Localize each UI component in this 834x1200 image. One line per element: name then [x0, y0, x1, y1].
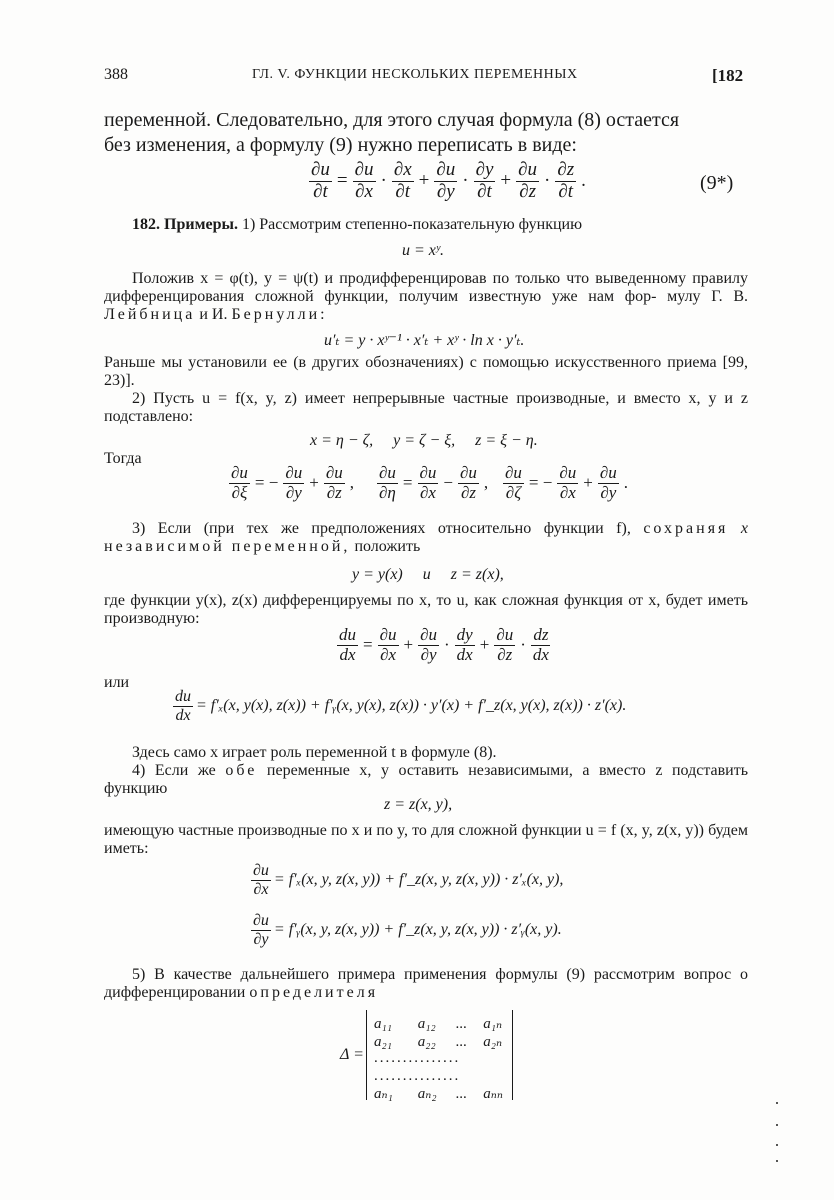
- determinant-dots-2: ...............: [374, 1068, 461, 1084]
- cell-an2: aₙ₂: [417, 1086, 437, 1102]
- paragraph-2-formula-ref: мулу Г. В.: [667, 288, 749, 305]
- paragraph-10-text: 5) В качестве дальнейшего примера применения формулы (9) рассмотрим вопрос о дифференцировании: [104, 966, 748, 1001]
- paragraph-5-independent: независимой переменной,: [104, 538, 351, 555]
- paragraph-5-end: положить: [354, 538, 421, 555]
- equation-d-xi: $\frac{\partial u}{\partial\xi}$ = − $\frac{\partial u}{\partial y}$ + $\frac{\partial u}{\partial z}$ ,: [231, 463, 354, 502]
- paragraph-5-x: x: [740, 520, 749, 537]
- equation-full-rhs: = f′ₓ(x, y(x), z(x)) + f′ᵧ(x, y(x), z(x)) · y′(x) + f′_z(x, y(x), z(x)) · z′(x).: [196, 697, 627, 715]
- scan-mark: [776, 1144, 778, 1146]
- equation-d-eta: $\frac{\partial u}{\partial\eta}$ = $\frac{\partial u}{\partial x}$ − $\frac{\partial u}{\partial z}$ ,: [379, 463, 489, 502]
- paragraph-8: [104, 762, 748, 798]
- paragraph-10-determinant: определителя: [249, 984, 379, 1001]
- cell-a12: a₁₂: [417, 1016, 436, 1032]
- paragraph-10: [104, 966, 748, 1002]
- paragraph-5: [104, 520, 748, 556]
- equation-du-dy-rhs: = f′ᵧ(x, y, z(x, y)) + f′_z(x, y, z(x, y)) · z′ᵧ(x, y).: [273, 921, 562, 939]
- paragraph-4: 2) Пусть u = f(x, y, z) имеет непрерывные частные производные, и вместо x, y и z подставлено:: [104, 390, 748, 425]
- cell-a11: a₁₁: [374, 1016, 392, 1032]
- cell-dots-n: ...: [455, 1086, 467, 1102]
- cell-ann: aₙₙ: [483, 1086, 503, 1102]
- scan-mark: [776, 1102, 778, 1104]
- determinant-row-n: [374, 1084, 503, 1103]
- section-ref: [182: [712, 66, 744, 85]
- leibniz-name: Лейбница: [104, 306, 196, 323]
- section-title: 182. Примеры.: [132, 216, 238, 233]
- scan-mark: [776, 1124, 778, 1126]
- paragraph-2: [104, 270, 748, 324]
- cell-a22: a₂₂: [417, 1034, 436, 1050]
- cell-a2n: a₂ₙ: [483, 1034, 503, 1050]
- paragraph-9: имеющую частные производные по x и по y, то для сложной функции u = f (x, y, z(x, y)) будем иметь:: [104, 822, 748, 857]
- determinant-label: Δ =: [340, 1046, 364, 1063]
- scan-mark: [776, 1160, 778, 1162]
- cell-a21: a₂₁: [374, 1034, 392, 1050]
- equation-du-dx-rhs: = f′ₓ(x, y, z(x, y)) + f′_z(x, y, z(x, y)) · z′ₓ(x, y),: [273, 871, 564, 889]
- paragraph-5-text: 3) Если (при тех же предположениях относительно функции f),: [132, 520, 631, 537]
- running-title: ГЛ. V. ФУНКЦИИ НЕСКОЛЬКИХ ПЕРЕМЕННЫХ: [252, 67, 578, 82]
- cell-an1: aₙ₁: [374, 1086, 393, 1102]
- equation-leibniz: u′ₜ = y · xʸ⁻¹ · x′ₜ + xʸ · ln x · y′ₜ.: [324, 332, 525, 349]
- determinant-row-1: [374, 1014, 502, 1033]
- equation-yz: y = y(x) и z = z(x),: [352, 566, 504, 583]
- equation-du-dx: $\frac{du}{dx}$ = $\frac{\partial u}{\partial x}$ + $\frac{\partial u}{\partial y}$ · $\frac{dy}{dx}$ + $\frac{\partial u}{\partial z}$ · $\frac{dz}{dx}$: [339, 625, 549, 664]
- cell-a1n: a₁ₙ: [483, 1016, 503, 1032]
- section-line-1: [132, 216, 582, 234]
- equation-d-zeta: $\frac{\partial u}{\partial\zeta}$ = − $\frac{\partial u}{\partial x}$ + $\frac{\partial u}{\partial y}$ .: [505, 463, 628, 502]
- paragraph-7: Здесь само x играет роль переменной t в формуле (8).: [132, 744, 497, 761]
- paragraph-6: где функции y(x), z(x) дифференцируемы по x, то u, как сложная функция от x, будет иметь производную:: [104, 592, 748, 627]
- equation-substitution: x = η − ζ, y = ζ − ξ, z = ξ − η.: [310, 432, 538, 449]
- then-label: Тогда: [104, 450, 142, 467]
- or-label: или: [104, 674, 130, 691]
- equation-u-xy: u = xʸ.: [402, 242, 444, 259]
- cell-dots-2: ...: [455, 1034, 467, 1050]
- determinant-left-bar: [366, 1010, 367, 1100]
- paragraph-2-and: и И.: [199, 306, 228, 323]
- page-number: 388: [104, 66, 128, 83]
- equation-du-dx-partial: $\frac{\partial u}{\partial x}$ = f′ₓ(x, y, z(x, y)) + f′_z(x, y, z(x, y)) · z′ₓ(x, y),: [253, 862, 564, 898]
- determinant-right-bar: [512, 1010, 513, 1100]
- bernoulli-name: Бернулли:: [231, 306, 328, 323]
- equation-label-9-star: (9*): [700, 172, 734, 194]
- determinant-row-2: [374, 1032, 502, 1051]
- paragraph-5-keep: сохраняя: [643, 520, 729, 537]
- paragraph-8-start: 4) Если же: [132, 762, 216, 779]
- equation-9-star: $\frac{\partial u}{\partial t}$ = $\frac{\partial u}{\partial x}$ · $\frac{\partial x}{\partial t}$ + $\frac{\partial u}{\partial y}$ · $\frac{\partial y}{\partial t}$ + $\frac{\partial u}{\partial z}$ · $\frac{\partial z}{\partial t}$ .: [311, 159, 586, 202]
- intro-line-2: без изменения, а формулу (9) нужно переписать в виде:: [104, 134, 577, 156]
- paragraph-2-text: Положив x = φ(t), y = ψ(t) и продифференцировав по только что выведенному правилу дифференцирования сложной функции, получим известную уже нам фор-: [104, 270, 748, 305]
- intro-line-1: переменной. Следовательно, для этого случая формула (8) остается: [104, 109, 680, 131]
- equation-du-dy-partial: $\frac{\partial u}{\partial y}$ = f′ᵧ(x, y, z(x, y)) + f′_z(x, y, z(x, y)) · z′ᵧ(x, y).: [253, 912, 562, 948]
- equation-zxy: z = z(x, y),: [384, 796, 453, 813]
- paragraph-8-both: обе: [225, 762, 258, 779]
- section-p1: 1) Рассмотрим степенно-показательную функцию: [241, 216, 583, 233]
- paragraph-3: Раньше мы установили ее (в других обозначениях) с помощью искусственного приема [99, 23)].: [104, 354, 748, 389]
- equation-full: $\frac{du}{dx}$ = f′ₓ(x, y(x), z(x)) + f′ᵧ(x, y(x), z(x)) · y′(x) + f′_z(x, y(x), z(x)) · z′(x).: [175, 688, 627, 724]
- cell-dots-1: ...: [455, 1016, 467, 1032]
- paragraph-8-end: переменные x, y оставить независимыми, а вместо z подставить функцию: [104, 762, 749, 797]
- determinant-dots-1: ...............: [374, 1050, 461, 1066]
